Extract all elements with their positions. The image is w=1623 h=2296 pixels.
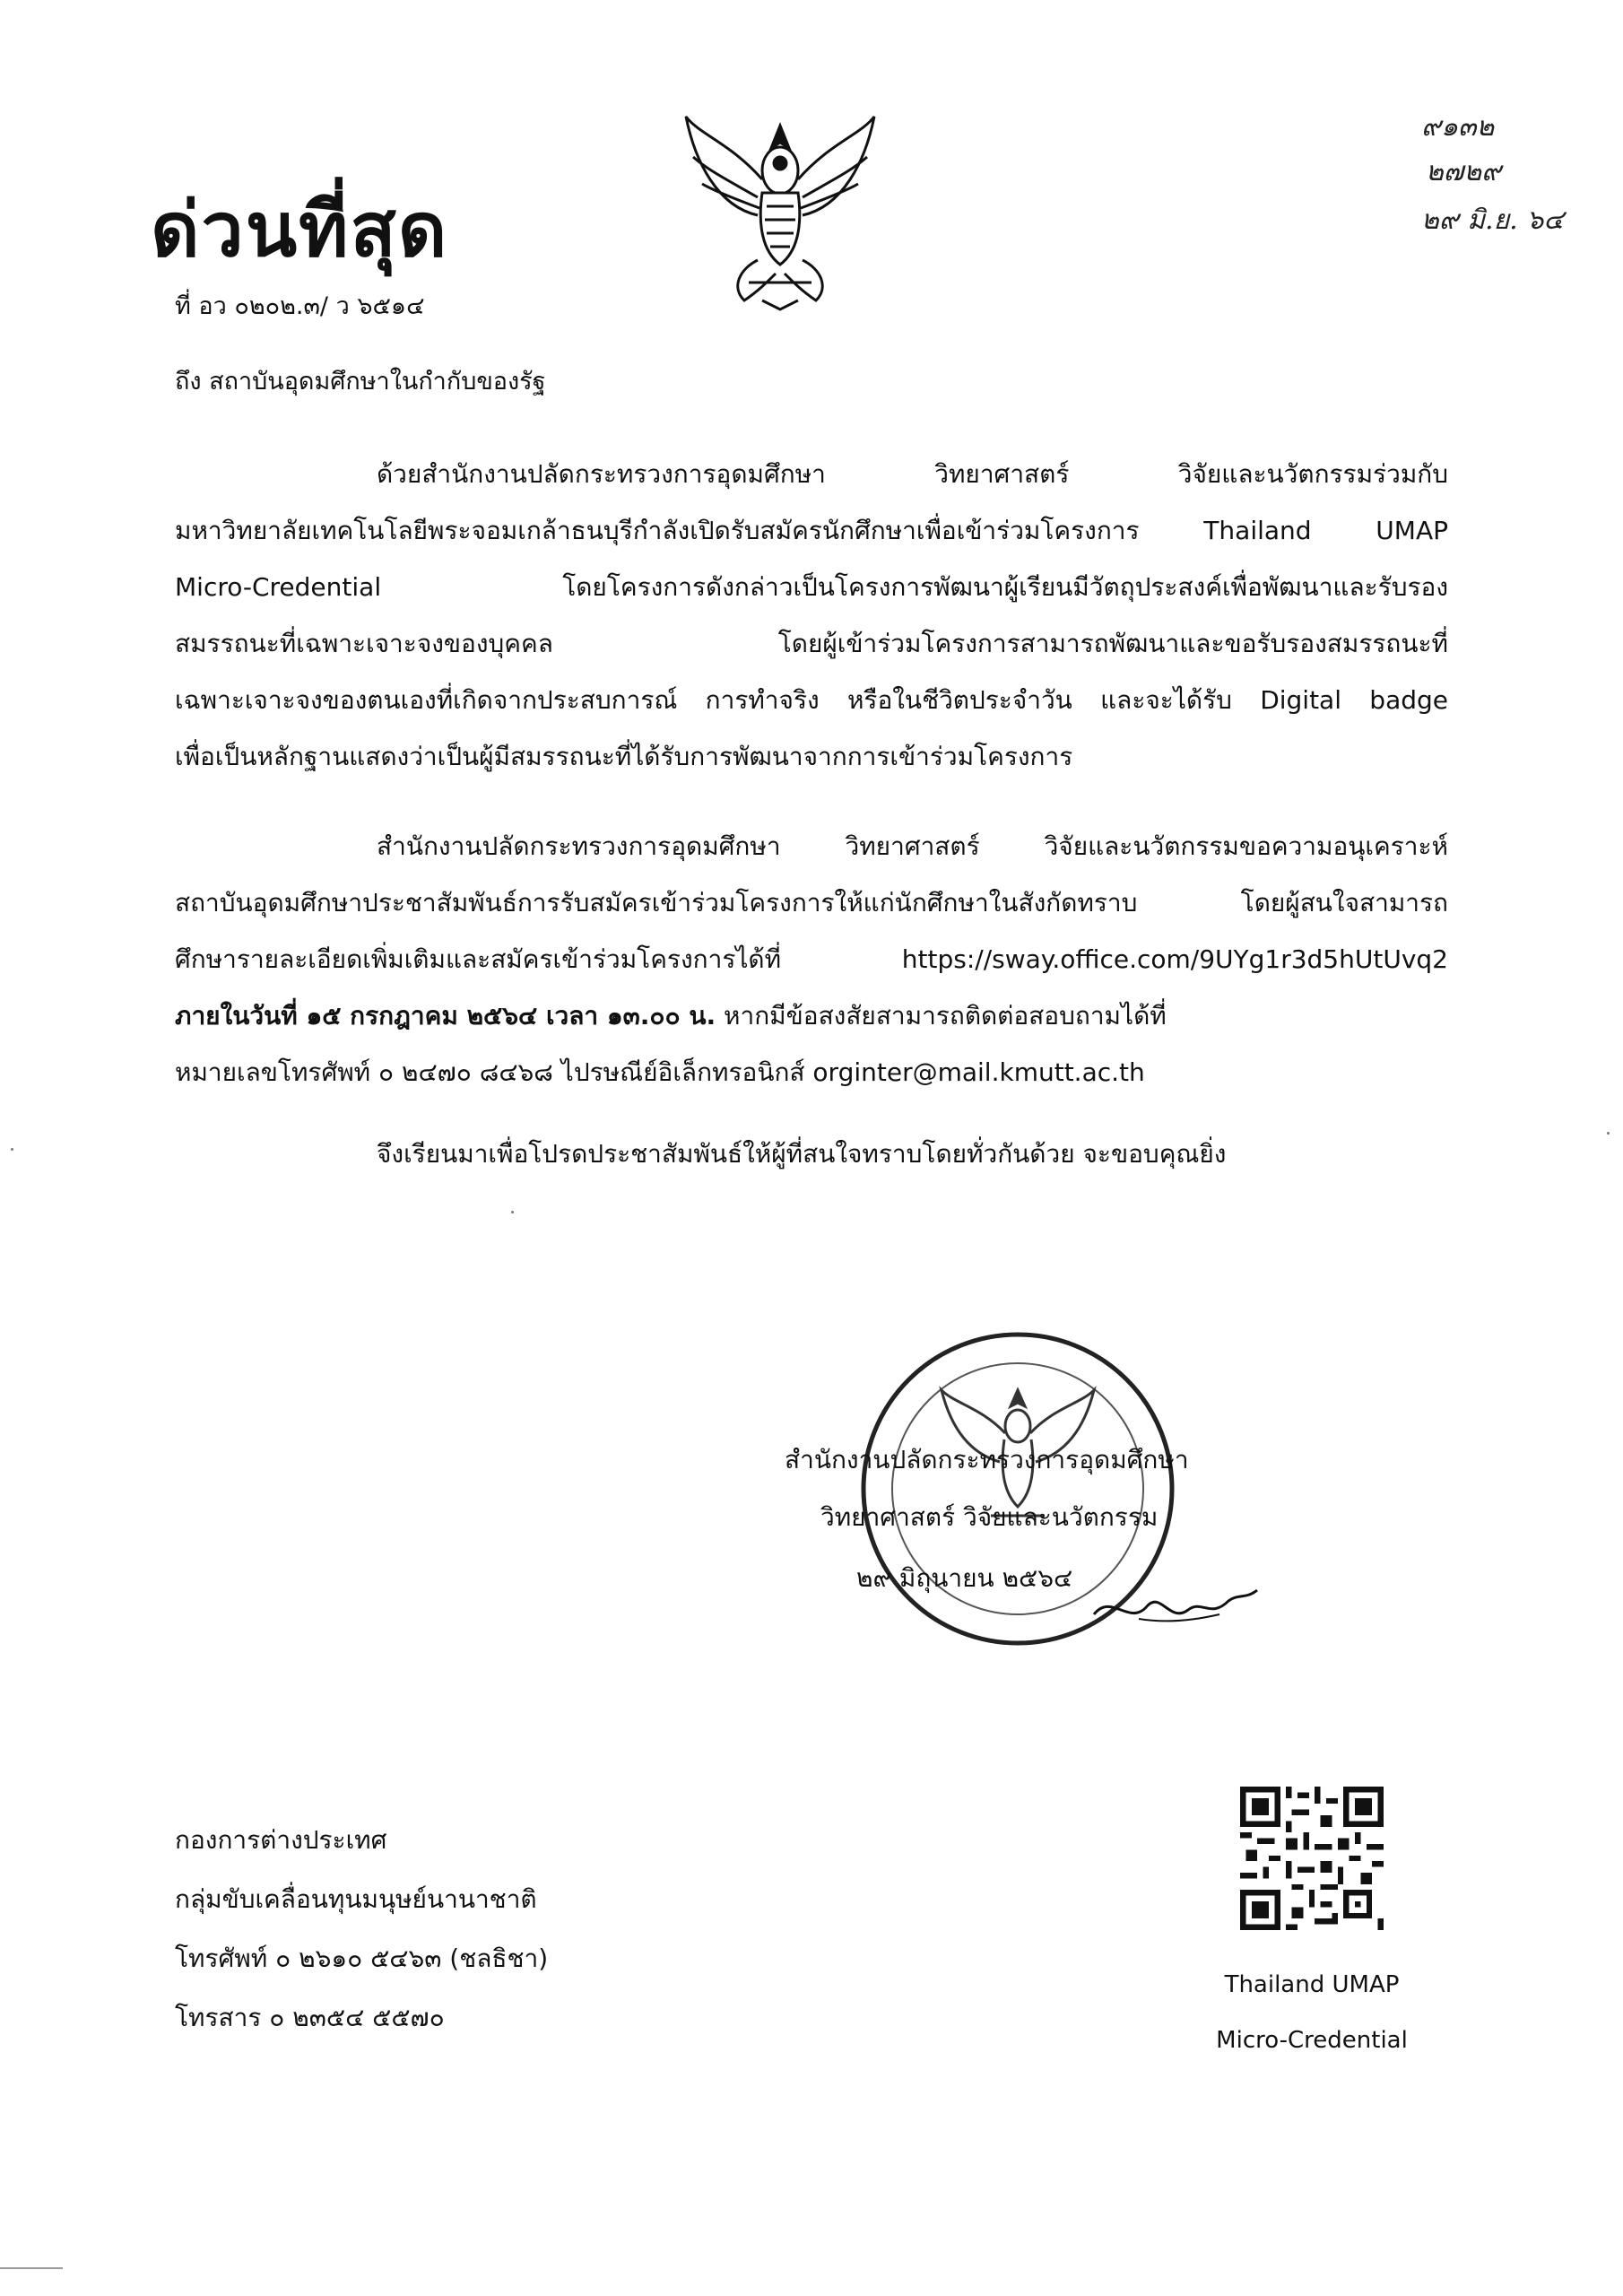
handwritten-signature xyxy=(1085,1574,1264,1637)
qr-caption-line2: Micro-Credential xyxy=(1216,2027,1408,2054)
qr-caption-line1: Thailand UMAP xyxy=(1224,1971,1400,1998)
paragraph2-line5: หมายเลขโทรศัพท์ ๐ ๒๔๗๐ ๘๔๖๘ ไปรษณีย์อิเล็กทรอนิกส์ orginter@mail.kmutt.ac.th xyxy=(175,1057,1145,1087)
urgency-label: ด่วนที่สุด xyxy=(151,185,449,274)
paragraph1-line3: Micro-Credential โดยโครงการดังกล่าวเป็นโครงการพัฒนาผู้เรียนมีวัตถุประสงค์เพื่อพัฒนาและรับรอง xyxy=(175,572,1448,602)
paragraph1-line1: ด้วยสำนักงานปลัดกระทรวงการอุดมศึกษา วิทยาศาสตร์ วิจัยและนวัตกรรมร่วมกับ xyxy=(377,459,1448,489)
signature-line3: ๒๙ มิถุนายน ๒๕๖๔ xyxy=(856,1563,1073,1593)
signature-line1: สำนักงานปลัดกระทรวงการอุดมศึกษา xyxy=(785,1445,1189,1474)
qr-code[interactable] xyxy=(1240,1787,1384,1930)
garuda-emblem xyxy=(677,108,883,314)
deadline-text: ภายในวันที่ ๑๕ กรกฎาคม ๒๕๖๔ เวลา ๑๓.๐๐ น. xyxy=(175,1001,716,1031)
paragraph2-line3: ศึกษารายละเอียดเพิ่มเติมและสมัครเข้าร่วมโครงการได้ที่ https://sway.office.com/9UYg1r3d5hUtUvq2 xyxy=(175,944,1448,974)
scan-speck xyxy=(1607,1132,1610,1135)
handwritten-note-line2: ๒๗๒๙ xyxy=(1426,156,1502,187)
scan-edge-mark xyxy=(0,2267,63,2269)
handwritten-note-line3: ๒๙ มิ.ย. ๖๔ xyxy=(1421,204,1564,236)
paragraph1-line4: สมรรถนะที่เฉพาะเจาะจงของบุคคล โดยผู้เข้าร่วมโครงการสามารถพัฒนาและขอรับรองสมรรถนะที่ xyxy=(175,629,1448,658)
scan-speck xyxy=(11,1148,13,1151)
paragraph1-line2: มหาวิทยาลัยเทคโนโลยีพระจอมเกล้าธนบุรีกำลังเปิดรับสมัครนักศึกษาเพื่อเข้าร่วมโครงการ Thailand UMAP xyxy=(175,516,1448,545)
recipient: ถึง สถาบันอุดมศึกษาในกำกับของรัฐ xyxy=(175,368,546,396)
closing-line: จึงเรียนมาเพื่อโปรดประชาสัมพันธ์ให้ผู้ที่สนใจทราบโดยทั่วกันด้วย จะขอบคุณยิ่ง xyxy=(377,1139,1227,1169)
footer-department: กองการต่างประเทศ xyxy=(175,1825,387,1855)
scan-speck xyxy=(511,1211,514,1213)
signature-line2: วิทยาศาสตร์ วิจัยและนวัตกรรม xyxy=(820,1502,1159,1532)
paragraph1-line6: เพื่อเป็นหลักฐานแสดงว่าเป็นผู้มีสมรรถนะที่ได้รับการพัฒนาจากการเข้าร่วมโครงการ xyxy=(175,742,1073,771)
paragraph2-line4 xyxy=(175,996,1448,1036)
handwritten-note-line1: ๙๑๓๒ xyxy=(1421,111,1495,143)
footer-group: กลุ่มขับเคลื่อนทุนมนุษย์นานาชาติ xyxy=(175,1884,537,1914)
footer-phone: โทรศัพท์ ๐ ๒๖๑๐ ๕๔๖๓ (ชลธิชา) xyxy=(175,1944,549,1973)
document-number: ที่ อว ๐๒๐๒.๓/ ว ๖๕๑๔ xyxy=(175,292,425,320)
paragraph2-line1: สำนักงานปลัดกระทรวงการอุดมศึกษา วิทยาศาสตร์ วิจัยและนวัตกรรมขอความอนุเคราะห์ xyxy=(377,831,1448,861)
footer-fax: โทรสาร ๐ ๒๓๕๔ ๕๕๗๐ xyxy=(175,2003,445,2032)
paragraph1-line5: เฉพาะเจาะจงของตนเองที่เกิดจากประสบการณ์ การทำจริง หรือในชีวิตประจำวัน และจะได้รับ Digital badge xyxy=(175,685,1448,715)
deadline-rest: หากมีข้อสงสัยสามารถติดต่อสอบถามได้ที่ xyxy=(716,1001,1167,1031)
paragraph2-line2: สถาบันอุดมศึกษาประชาสัมพันธ์การรับสมัครเข้าร่วมโครงการให้แก่นักศึกษาในสังกัดทราบ โดยผู้สนใจสามารถ xyxy=(175,888,1448,918)
